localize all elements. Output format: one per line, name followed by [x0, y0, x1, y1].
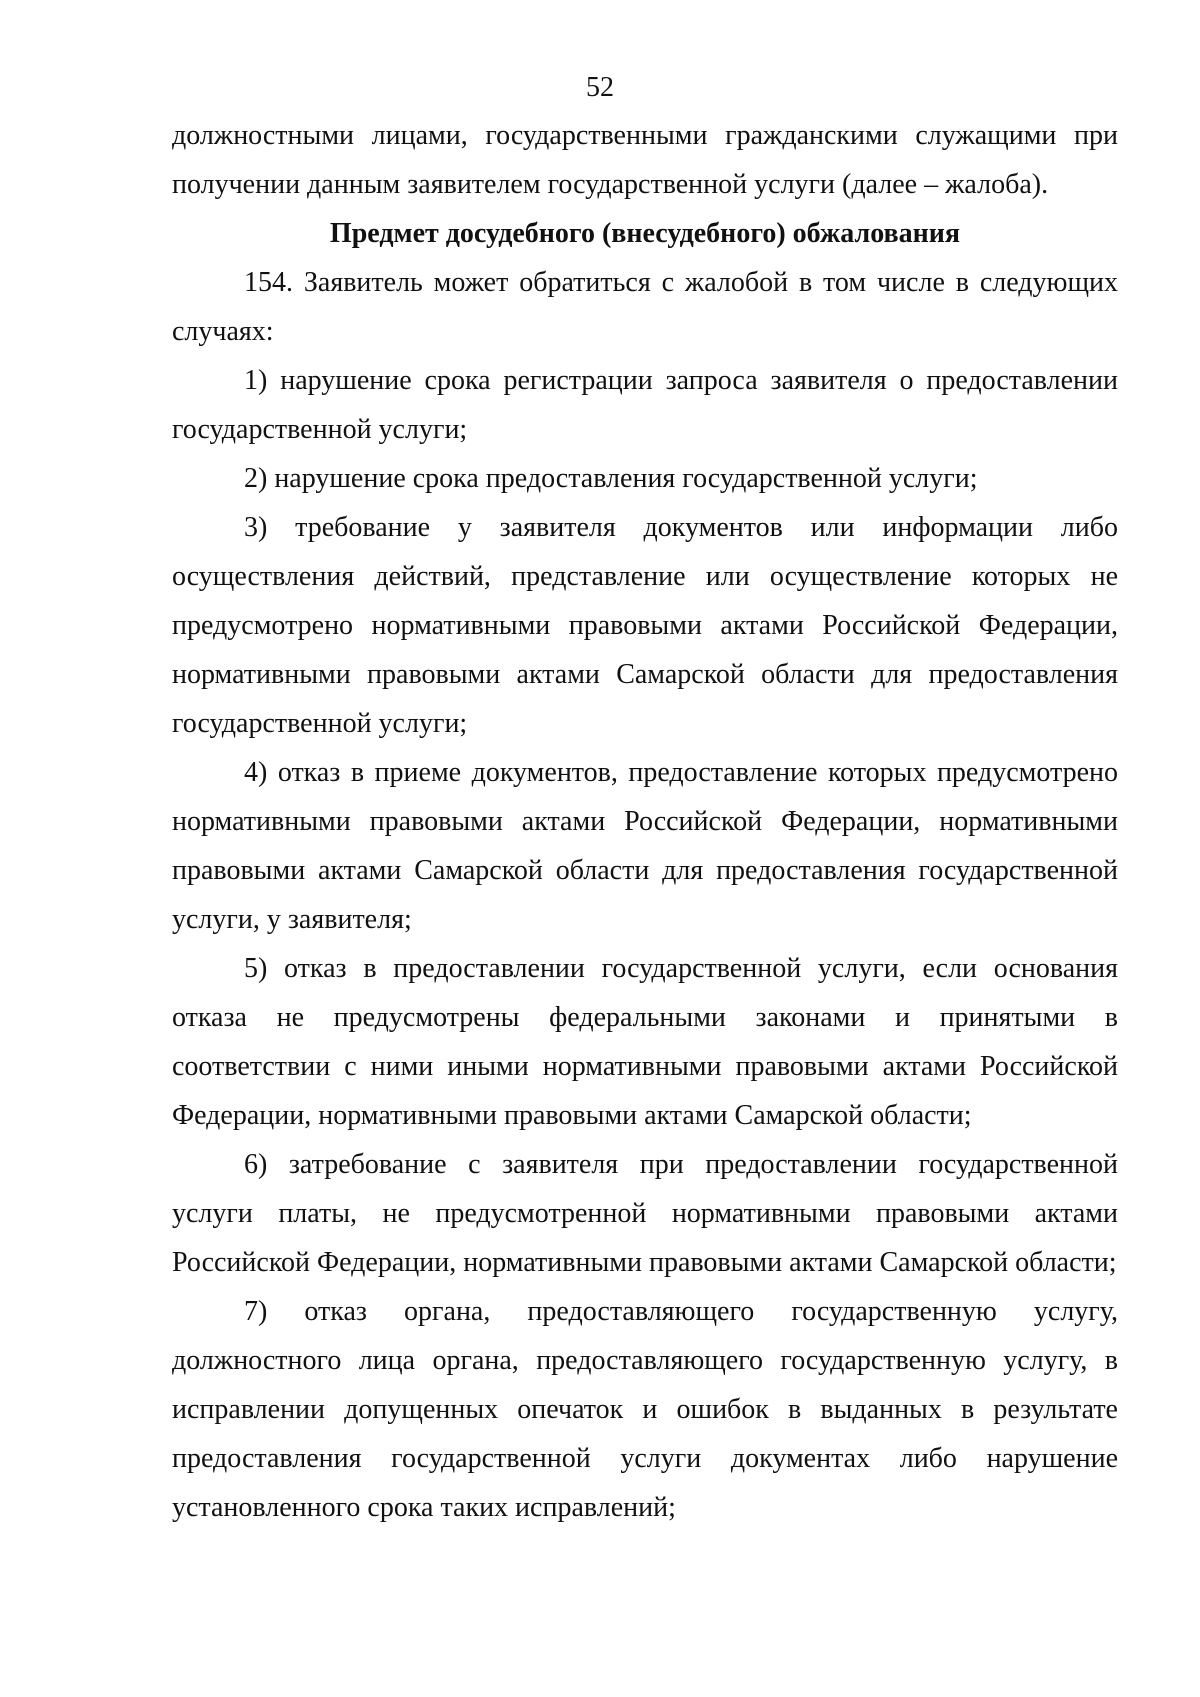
- list-item-7: 7) отказ органа, предоставляющего государственную услугу, должностного лица органа, предоставляющего государственную услугу, в исправлении допущенных опечаток и ошибок в выданных в результате предоставления государственной услуги документах либо нарушение установленного срока таких исправлений;: [172, 1296, 1118, 1523]
- list-item-2: 2) нарушение срока предоставления государственной услуги;: [244, 463, 978, 494]
- list-item-5: 5) отказ в предоставлении государственной услуги, если основания отказа не предусмотрены федеральными законами и принятыми в соответствии с ними иными нормативными правовыми актами Российской Федерации, нормативными правовыми актами Самарской области;: [172, 953, 1118, 1131]
- list-item-1: 1) нарушение срока регистрации запроса заявителя о предоставлении государственной услуги;: [172, 365, 1118, 445]
- document-body: [172, 111, 1118, 1532]
- page-number: 52: [586, 72, 614, 103]
- paragraph-154: 154. Заявитель может обратиться с жалобой в том числе в следующих случаях:: [172, 267, 1118, 347]
- section-heading: Предмет досудебного (внесудебного) обжалования: [329, 218, 961, 249]
- list-item-4: 4) отказ в приеме документов, предоставление которых предусмотрено нормативными правовыми актами Российской Федерации, нормативными правовыми актами Самарской области для предоставления государственной услуги, у заявителя;: [172, 757, 1118, 935]
- list-item-3: 3) требование у заявителя документов или информации либо осуществления действий, представление или осуществление которых не предусмотрено нормативными правовыми актами Российской Федерации, нормативными правовыми актами Самарской области для предоставления государственной услуги;: [172, 512, 1118, 739]
- paragraph-continuation: должностными лицами, государственными гражданскими служащими при получении данным заявителем государственной услуги (далее – жалоба).: [172, 120, 1118, 200]
- list-item-6: 6) затребование с заявителя при предоставлении государственной услуги платы, не предусмотренной нормативными правовыми актами Российской Федерации, нормативными правовыми актами Самарской области;: [172, 1149, 1118, 1278]
